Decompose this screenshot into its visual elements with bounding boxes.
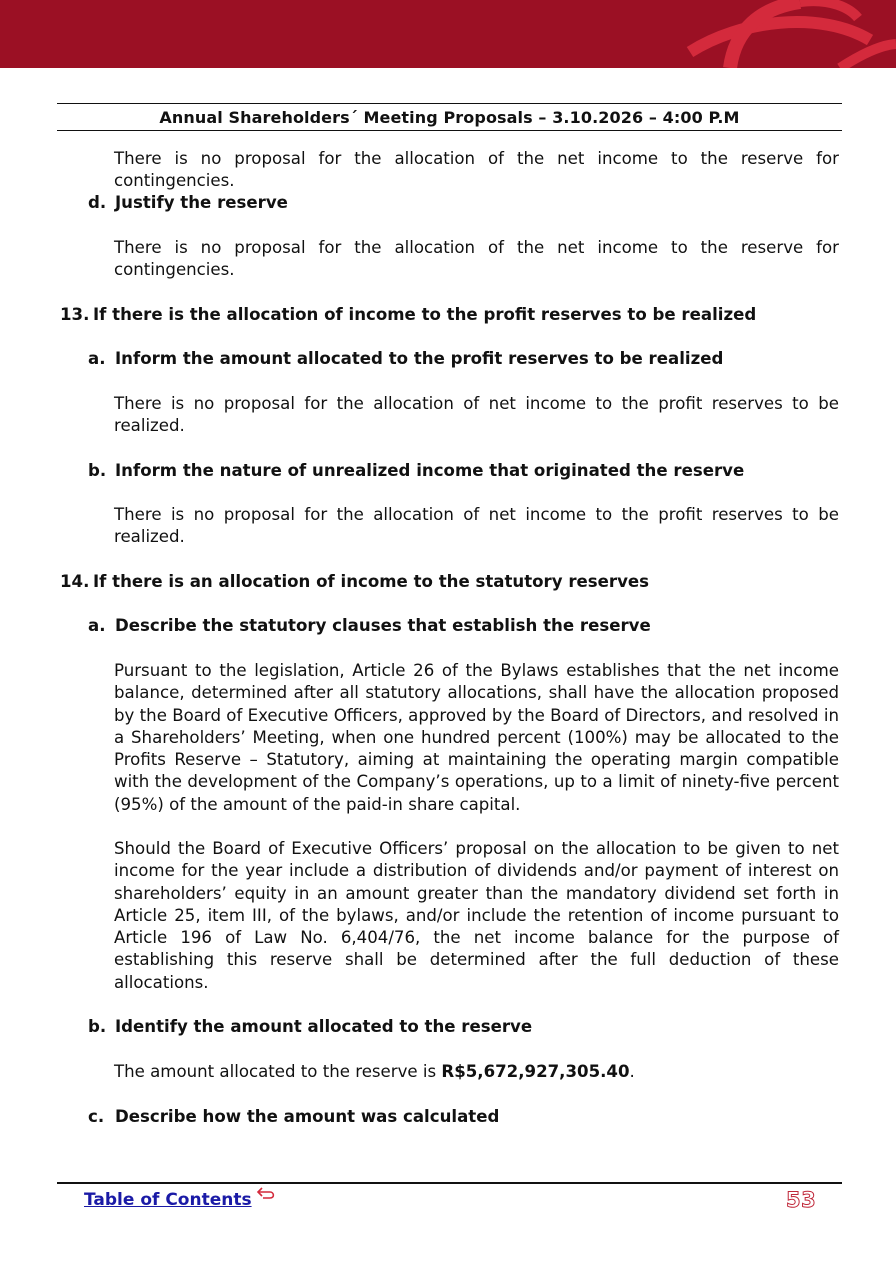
document-header <box>57 103 842 131</box>
subsection-heading-13a <box>88 348 848 370</box>
subsection-heading-13b <box>88 460 848 482</box>
paragraph: Should the Board of Executive Officers’ proposal on the allocation to be given to net income for the year include a distribution of dividends and/or payment of interest on shareholders’ equity in an amount greater than the mandatory dividend set forth in Article 25, item III, of the bylaws, and/or include the retention of income pursuant to Article 196 of Law No. 6,404/76, the net income balance for the purpose of establishing this reserve shall be determined after the full deduction of these allocations. <box>114 839 839 992</box>
paragraph: Pursuant to the legislation, Article 26 of the Bylaws establishes that the net income balance, determined after all statutory allocations, shall have the allocation proposed by the Board of Executive Officers, approved by the Board of Directors, and resolved in a Shareholders’ Meeting, when one hundred percent (100%) may be allocated to the Profits Reserve – Statutory, aiming at maintaining the operating margin compatible with the development of the Company’s operations, up to a limit of ninety-five percent (95%) of the amount of the paid-in share capital. <box>114 661 839 814</box>
paragraph: There is no proposal for the allocation of the net income to the reserve for contingencies. <box>114 238 839 280</box>
subsection-label: b. <box>88 1017 107 1036</box>
table-of-contents-link[interactable] <box>84 1190 278 1210</box>
paragraph: There is no proposal for the allocation of net income to the profit reserves to be realized. <box>114 394 839 436</box>
page-number: 53 <box>786 1188 817 1212</box>
subsection-title: Justify the reserve <box>115 193 288 212</box>
subsection-heading-d <box>88 192 848 214</box>
subsection-title: Identify the amount allocated to the reserve <box>115 1017 533 1036</box>
subsection-heading-14a <box>88 615 848 637</box>
section-number: 14. <box>60 572 90 591</box>
paragraph-amount <box>114 1061 839 1083</box>
section-title: If there is an allocation of income to the statutory reserves <box>93 572 650 591</box>
subsection-label: c. <box>88 1107 105 1126</box>
brand-swoosh-icon <box>0 0 896 68</box>
subsection-title: Inform the nature of unrealized income that originated the reserve <box>115 461 745 480</box>
top-banner <box>0 0 896 68</box>
paragraph: There is no proposal for the allocation of net income to the profit reserves to be realized. <box>114 505 839 547</box>
amount-suffix: . <box>629 1062 635 1081</box>
section-heading-14 <box>60 571 840 593</box>
subsection-label: d. <box>88 193 107 212</box>
subsection-title: Inform the amount allocated to the profit reserves to be realized <box>115 349 724 368</box>
paragraph: There is no proposal for the allocation of the net income to the reserve for contingencies. <box>114 149 839 191</box>
subsection-heading-14c <box>88 1106 848 1128</box>
amount-prefix: The amount allocated to the reserve is <box>114 1062 442 1081</box>
subsection-heading-14b <box>88 1016 848 1038</box>
reserve-amount: R$5,672,927,305.40 <box>441 1062 630 1081</box>
section-heading-13 <box>60 304 840 326</box>
return-arrow-icon <box>256 1185 278 1206</box>
subsection-label: a. <box>88 349 106 368</box>
document-title: Annual Shareholders´ Meeting Proposals – 3.10.2026 – 4:00 P.M <box>159 107 740 127</box>
subsection-label: b. <box>88 461 107 480</box>
subsection-title: Describe how the amount was calculated <box>115 1107 500 1126</box>
subsection-label: a. <box>88 616 106 635</box>
subsection-title: Describe the statutory clauses that establish the reserve <box>115 616 651 635</box>
section-title: If there is the allocation of income to the profit reserves to be realized <box>93 305 757 324</box>
section-number: 13. <box>60 305 90 324</box>
footer-divider <box>57 1182 842 1184</box>
toc-label: Table of Contents <box>84 1190 252 1210</box>
